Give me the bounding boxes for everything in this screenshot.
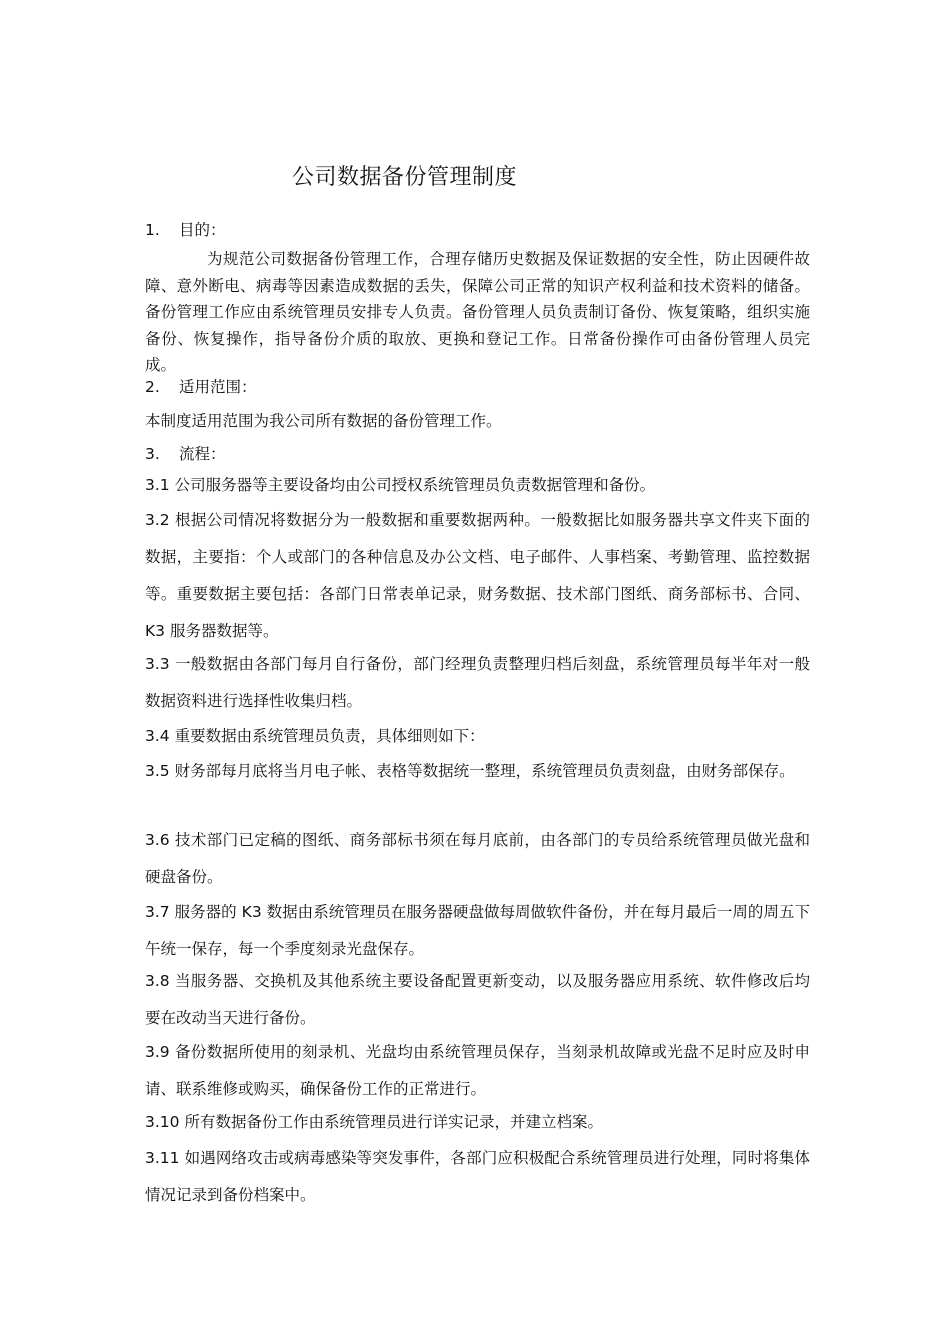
purpose-paragraph: 为规范公司数据备份管理工作，合理存储历史数据及保证数据的安全性，防止因硬件故障、意外断电、病毒等因素造成数据的丢失，保障公司正常的知识产权利益和技术资料的储备。备份管理工作应由系统管理员安排专人负责。备份管理人员负责制订备份、恢复策略，组织实施备份、恢复操作，指导备份介质的取放、更换和登记工作。日常备份操作可由备份管理人员完成。 [145, 250, 810, 374]
process-item-3-9: 3.9 备份数据所使用的刻录机、光盘均由系统管理员保存，当刻录机故障或光盘不足时应及时申请、联系维修或购买，确保备份工作的正常进行。 [145, 1043, 810, 1098]
process-item-3-5: 3.5 财务部每月底将当月电子帐、表格等数据统一整理，系统管理员负责刻盘，由财务部保存。 [145, 762, 795, 780]
section-label: 目的： [179, 221, 226, 239]
section-number: 1. [145, 221, 160, 239]
section-label: 适用范围： [179, 378, 257, 396]
process-item-3-8: 3.8 当服务器、交换机及其他系统主要设备配置更新变动，以及服务器应用系统、软件修改后均要在改动当天进行备份。 [145, 972, 810, 1027]
process-item-3-11: 3.11 如遇网络攻击或病毒感染等突发事件，各部门应积极配合系统管理员进行处理，同时将集体情况记录到备份档案中。 [145, 1149, 810, 1204]
scope-paragraph: 本制度适用范围为我公司所有数据的备份管理工作。 [145, 412, 502, 430]
process-item-3-1: 3.1 公司服务器等主要设备均由公司授权系统管理员负责数据管理和备份。 [145, 476, 656, 494]
section-label: 流程： [179, 445, 226, 463]
process-item-3-7: 3.7 服务器的 K3 数据由系统管理员在服务器硬盘做每周做软件备份，并在每月最后一周的周五下午统一保存，每一个季度刻录光盘保存。 [145, 903, 810, 958]
section-number: 2. [145, 378, 160, 396]
section-heading-scope [145, 375, 810, 397]
document-title: 公司数据备份管理制度 [292, 165, 518, 190]
process-item-3-10: 3.10 所有数据备份工作由系统管理员进行详实记录，并建立档案。 [145, 1113, 603, 1131]
process-item-3-4: 3.4 重要数据由系统管理员负责，具体细则如下： [145, 727, 485, 745]
section-heading-purpose [145, 218, 810, 240]
process-item-3-3: 3.3 一般数据由各部门每月自行备份，部门经理负责整理归档后刻盘，系统管理员每半年对一般数据资料进行选择性收集归档。 [145, 655, 810, 710]
process-item-3-6: 3.6 技术部门已定稿的图纸、商务部标书须在每月底前，由各部门的专员给系统管理员做光盘和硬盘备份。 [145, 831, 810, 886]
section-heading-process [145, 442, 810, 464]
process-item-3-2: 3.2 根据公司情况将数据分为一般数据和重要数据两种。一般数据比如服务器共享文件夹下面的数据，主要指：个人或部门的各种信息及办公文档、电子邮件、人事档案、考勤管理、监控数据等。重要数据主要包括：各部门日常表单记录，财务数据、技术部门图纸、商务部标书、合同、K3 服务器数据等。 [145, 511, 810, 640]
section-number: 3. [145, 445, 160, 463]
